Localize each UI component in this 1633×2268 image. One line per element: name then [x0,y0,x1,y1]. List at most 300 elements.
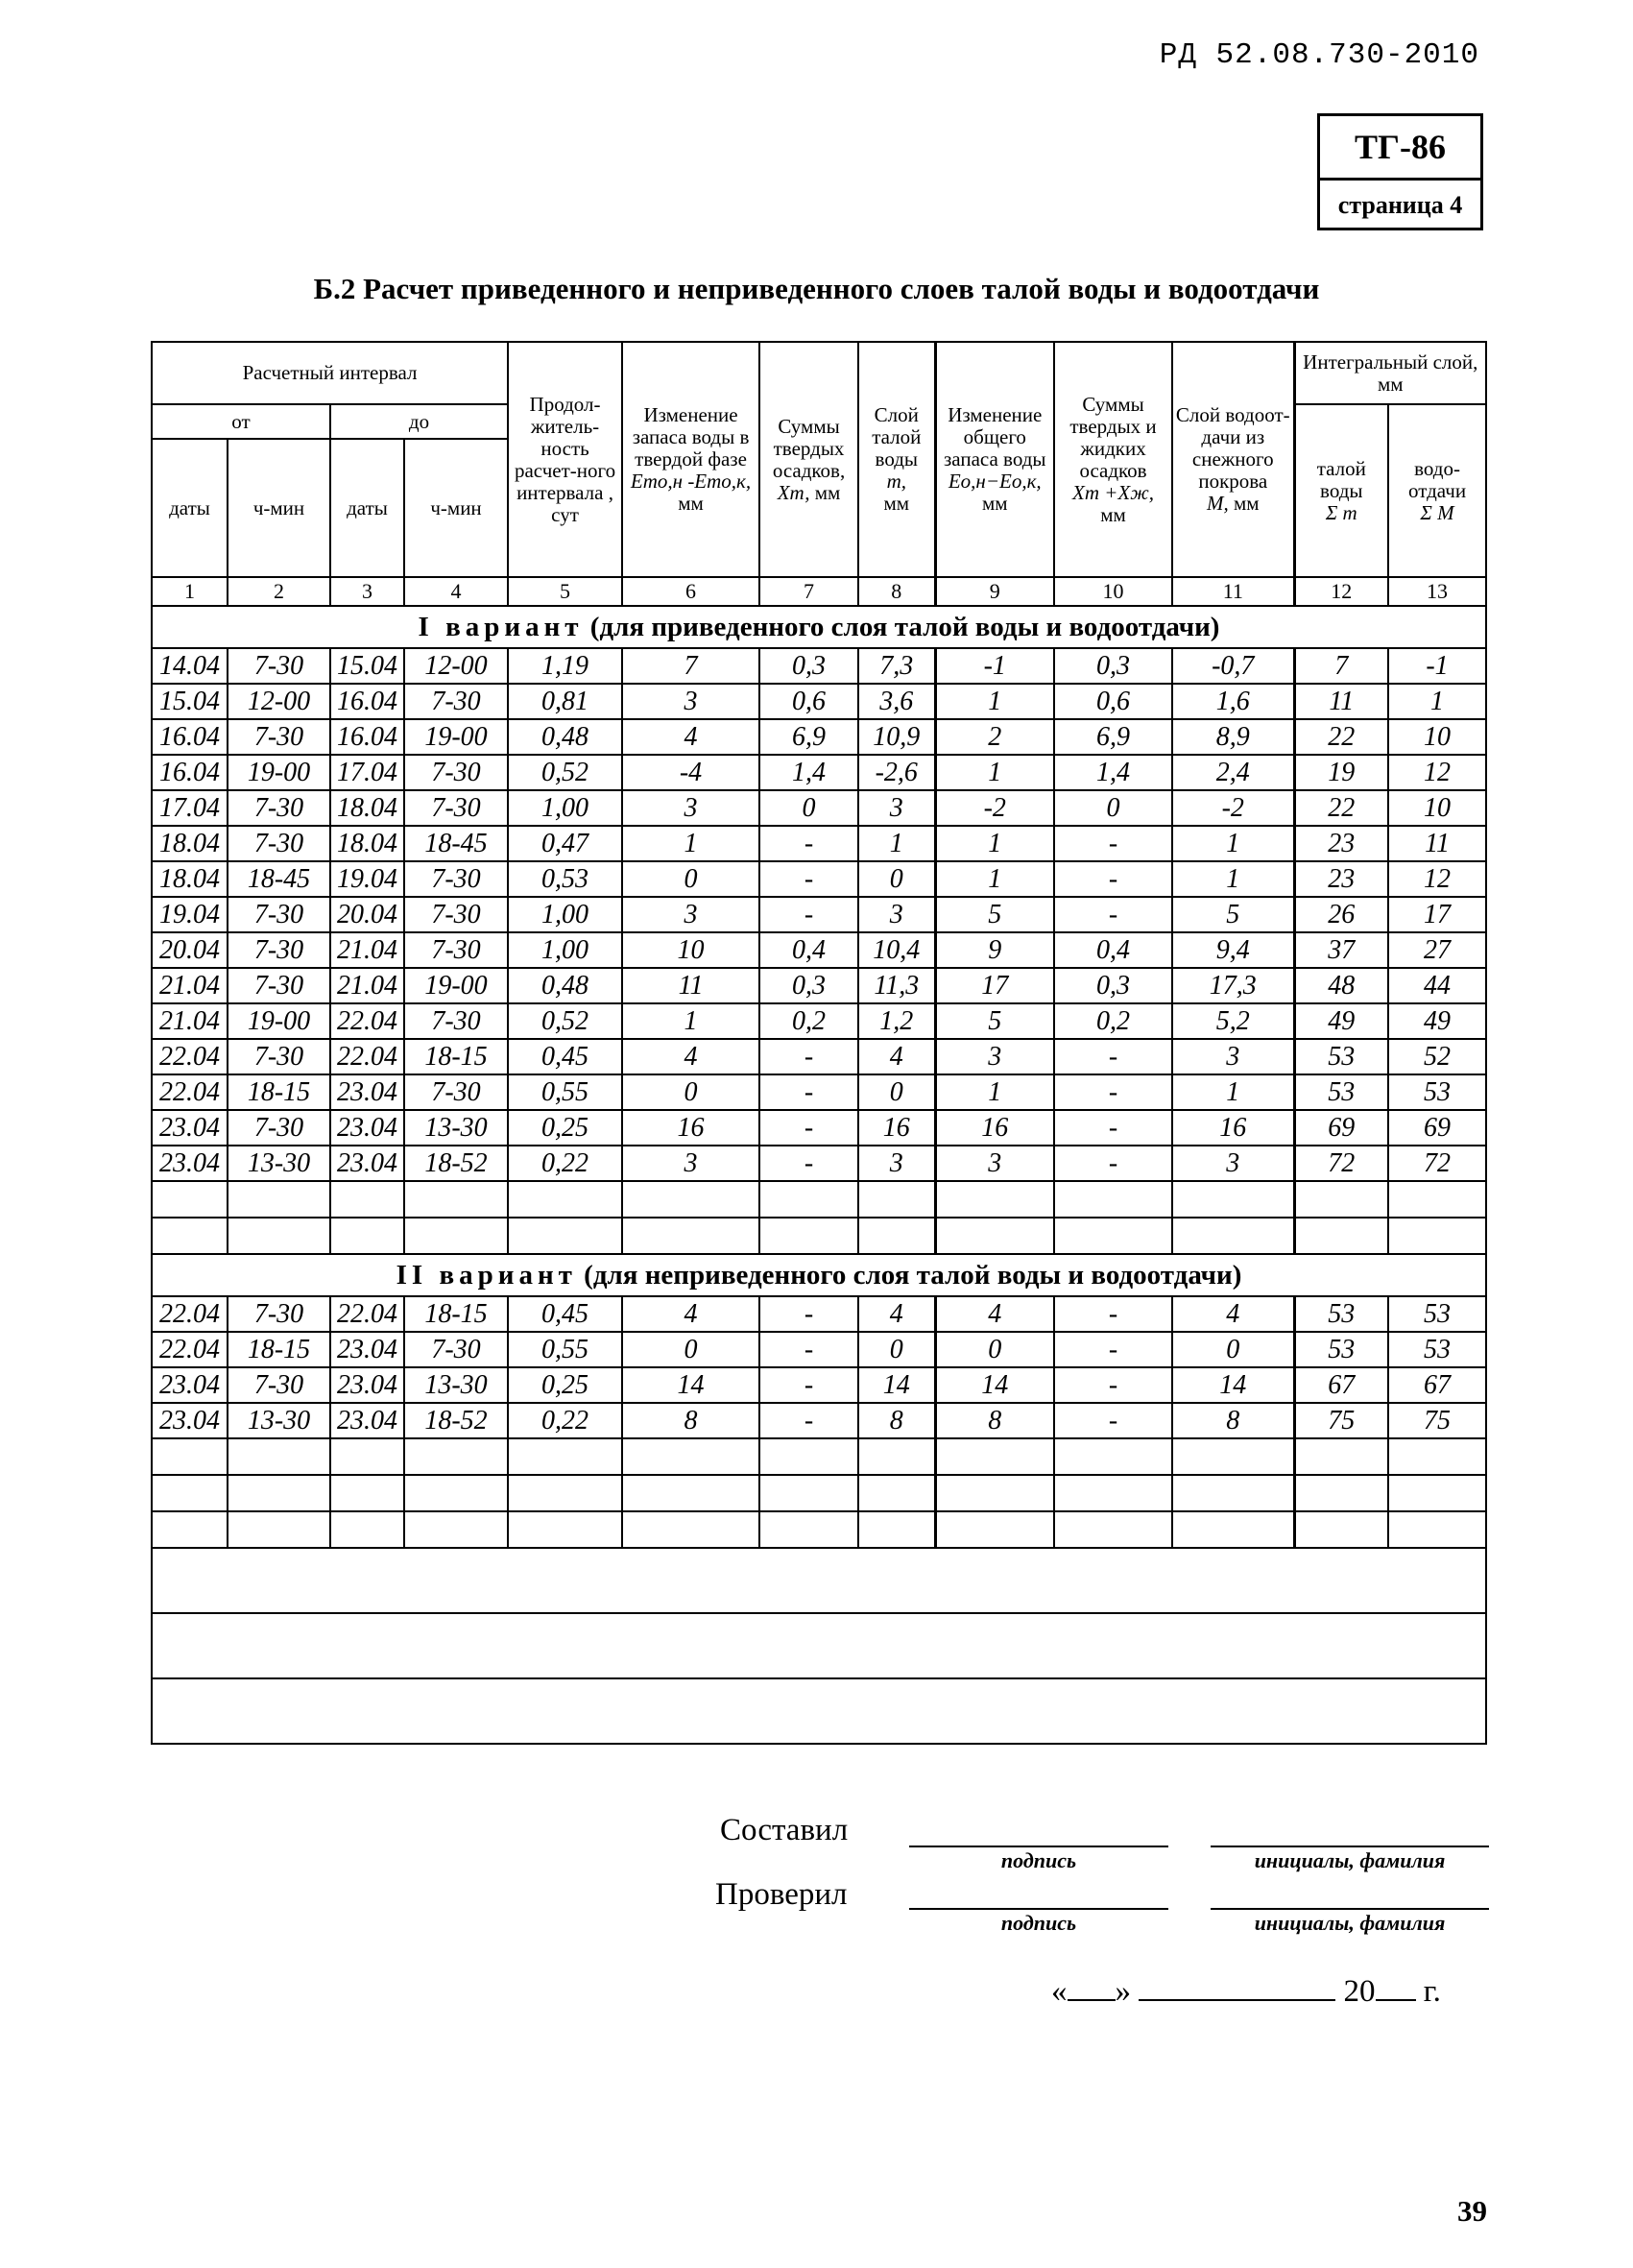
table-cell: - [759,826,858,861]
empty-cell [508,1438,622,1475]
checked-name-caption: инициалы, фамилия [1254,1911,1446,1935]
table-row [152,1403,1486,1438]
table-cell: 3 [622,790,759,826]
table-cell: 18.04 [330,790,404,826]
table-cell: 7-30 [404,932,508,968]
table-cell: 53 [1294,1332,1388,1367]
empty-cell [1054,1511,1172,1548]
table-cell: 5,2 [1172,1003,1294,1039]
table-cell: 23.04 [330,1403,404,1438]
table-cell: 7-30 [228,826,330,861]
empty-cell [935,1181,1054,1218]
table-cell: 22.04 [152,1296,228,1332]
table-cell: 3 [858,790,935,826]
table-cell: 16 [858,1110,935,1146]
table-cell: 22.04 [330,1003,404,1039]
table-cell: 15.04 [330,648,404,684]
table-cell: 1 [622,826,759,861]
table-cell: 27 [1388,932,1486,968]
table-cell: 18-52 [404,1146,508,1181]
empty-cell [1294,1438,1388,1475]
table-cell: 8 [858,1403,935,1438]
table-row [152,719,1486,755]
table-cell: 49 [1388,1003,1486,1039]
table-cell: 12-00 [404,648,508,684]
table-cell: 16.04 [330,684,404,719]
notes-cell [152,1548,1486,1613]
table-cell: 7-30 [228,1110,330,1146]
table-cell: -2 [935,790,1054,826]
table-cell: 1 [1388,684,1486,719]
table-cell: 1,19 [508,648,622,684]
table-cell: -4 [622,755,759,790]
table-cell: 22.04 [152,1039,228,1074]
table-cell: 21.04 [152,1003,228,1039]
table-row [152,648,1486,684]
compiled-name-caption: инициалы, фамилия [1254,1848,1446,1872]
empty-cell [330,1475,404,1511]
empty-table-row [152,1218,1486,1254]
empty-cell [330,1438,404,1475]
table-cell: 7-30 [228,968,330,1003]
table-cell: 19-00 [404,968,508,1003]
table-cell: 0,22 [508,1146,622,1181]
table-cell: - [1054,861,1172,897]
table-body [152,342,1486,1744]
table-cell: 0,3 [759,648,858,684]
table-cell: 7 [1294,648,1388,684]
empty-cell [1054,1218,1172,1254]
table-row [152,1074,1486,1110]
table-cell: 37 [1294,932,1388,968]
table-cell: 1,2 [858,1003,935,1039]
table-row [152,861,1486,897]
table-cell: 4 [622,719,759,755]
header-solid-liquid: Суммы твердых и жидких осадков Xт +Xж, мм [1054,342,1172,577]
table-cell: - [1054,1110,1172,1146]
table-cell: 23 [1294,861,1388,897]
header-from-time: ч-мин [228,439,330,577]
day-blank[interactable] [1068,1970,1116,2001]
column-number: 11 [1172,577,1294,606]
table-cell: 7-30 [228,719,330,755]
header-solid-precip: Суммы твердых осадков, Xт, мм [759,342,858,577]
table-cell: 19.04 [330,861,404,897]
empty-cell [858,1475,935,1511]
table-cell: 5 [1172,897,1294,932]
notes-row [152,1613,1486,1678]
table-cell: 26 [1294,897,1388,932]
table-row [152,1332,1486,1367]
section-title: Б.2 Расчет приведенного и неприведенного слоев талой воды и водоотдачи [313,272,1320,305]
table-row [152,1367,1486,1403]
table-cell: 18-15 [228,1074,330,1110]
table-row [152,1039,1486,1074]
notes-cell [152,1678,1486,1744]
table-cell: 4 [858,1039,935,1074]
table-cell: 53 [1294,1296,1388,1332]
table-cell: 12 [1388,755,1486,790]
table-cell: 3 [622,684,759,719]
table-cell: 18.04 [152,861,228,897]
empty-table-row [152,1511,1486,1548]
table-cell: 14.04 [152,648,228,684]
form-page-label: страница 4 [1337,191,1463,219]
table-cell: 7-30 [228,648,330,684]
checked-label: Проверил [715,1877,848,1912]
empty-cell [508,1511,622,1548]
table-cell: 4 [1172,1296,1294,1332]
notes-cell [152,1613,1486,1678]
table-cell: 0,45 [508,1296,622,1332]
table-cell: 7-30 [404,1332,508,1367]
table-cell: 3 [935,1039,1054,1074]
table-cell: 0,6 [759,684,858,719]
empty-table-row [152,1438,1486,1475]
table-cell: 6,9 [759,719,858,755]
table-cell: 4 [935,1296,1054,1332]
table-cell: - [1054,1403,1172,1438]
table-cell: - [759,1332,858,1367]
table-cell: 14 [935,1367,1054,1403]
empty-cell [858,1511,935,1548]
table-cell: 7-30 [228,1039,330,1074]
table-row [152,968,1486,1003]
table-cell: 11,3 [858,968,935,1003]
table-cell: 72 [1294,1146,1388,1181]
table-cell: - [759,1296,858,1332]
table-cell: 17.04 [330,755,404,790]
table-cell: 0,48 [508,968,622,1003]
column-number: 9 [935,577,1054,606]
table-cell: 7-30 [404,1003,508,1039]
column-number: 6 [622,577,759,606]
table-cell: 0 [622,1332,759,1367]
table-cell: 10 [1388,719,1486,755]
table-cell: 19-00 [228,755,330,790]
empty-cell [228,1181,330,1218]
table-cell: 14 [858,1367,935,1403]
empty-cell [404,1218,508,1254]
table-cell: 44 [1388,968,1486,1003]
table-cell: 1,00 [508,932,622,968]
table-cell: 19 [1294,755,1388,790]
empty-cell [1294,1181,1388,1218]
table-cell: 22.04 [152,1332,228,1367]
header-total-change: Изменение общего запаса воды Eо,н−Eо,к, мм [935,342,1054,577]
table-cell: 20.04 [330,897,404,932]
table-cell: 9 [935,932,1054,968]
table-row [152,1146,1486,1181]
header-int-yield: водо-отдачи Σ M [1388,404,1486,577]
table-cell: 15.04 [152,684,228,719]
table-cell: 53 [1294,1039,1388,1074]
table-cell: 22.04 [330,1296,404,1332]
empty-cell [1054,1475,1172,1511]
column-number: 12 [1294,577,1388,606]
header-from: от [152,404,330,439]
empty-cell [858,1181,935,1218]
empty-cell [152,1475,228,1511]
table-cell: 7-30 [228,1296,330,1332]
table-cell: 22 [1294,719,1388,755]
table-cell: 7-30 [404,897,508,932]
table-cell: 52 [1388,1039,1486,1074]
table-cell: - [759,897,858,932]
column-number: 2 [228,577,330,606]
table-cell: - [1054,1039,1172,1074]
empty-cell [330,1218,404,1254]
table-cell: 23.04 [330,1367,404,1403]
table-cell: 1 [935,826,1054,861]
header-yield: Слой водоот-дачи из снежного покрова M, мм [1172,342,1294,577]
table-cell: - [1054,897,1172,932]
empty-cell [152,1181,228,1218]
table-cell: 5 [935,1003,1054,1039]
empty-cell [858,1438,935,1475]
empty-cell [935,1218,1054,1254]
table-cell: 9,4 [1172,932,1294,968]
table-cell: 23.04 [152,1403,228,1438]
table-cell: 10,9 [858,719,935,755]
table-cell: -2,6 [858,755,935,790]
empty-cell [1388,1218,1486,1254]
empty-cell [622,1218,759,1254]
table-cell: 0,52 [508,1003,622,1039]
table-cell: 1,00 [508,897,622,932]
table-cell: - [1054,826,1172,861]
empty-table-row [152,1475,1486,1511]
table-cell: -1 [1388,648,1486,684]
table-cell: 75 [1294,1403,1388,1438]
table-cell: 19.04 [152,897,228,932]
table-cell: 11 [622,968,759,1003]
table-cell: 0 [935,1332,1054,1367]
table-cell: 17 [935,968,1054,1003]
table-cell: 0,4 [759,932,858,968]
table-cell: 7-30 [228,897,330,932]
table-cell: 22 [1294,790,1388,826]
table-cell: 0 [1172,1332,1294,1367]
table-cell: 0,53 [508,861,622,897]
column-number: 13 [1388,577,1486,606]
empty-cell [508,1218,622,1254]
table-cell: 23.04 [330,1110,404,1146]
table-cell: 4 [858,1296,935,1332]
table-cell: 0,55 [508,1074,622,1110]
table-cell: - [759,1403,858,1438]
table-cell: 0,45 [508,1039,622,1074]
empty-cell [1172,1438,1294,1475]
table-cell: 0,52 [508,755,622,790]
checked-signature-line[interactable] [909,1908,1168,1910]
compiled-label: Составил [720,1813,849,1847]
empty-cell [1172,1181,1294,1218]
table-cell: -2 [1172,790,1294,826]
table-cell: 3 [1172,1146,1294,1181]
table-cell: 18-15 [228,1332,330,1367]
table-cell: 22.04 [152,1074,228,1110]
table-cell: 0 [622,1074,759,1110]
table-cell: 1 [858,826,935,861]
empty-cell [935,1438,1054,1475]
empty-cell [508,1181,622,1218]
table-cell: 7-30 [404,1074,508,1110]
table-cell: 6,9 [1054,719,1172,755]
table-cell: 7 [622,648,759,684]
table-cell: 23.04 [330,1146,404,1181]
table-cell: - [759,1367,858,1403]
header-int-melt: талой воды Σ m [1294,404,1388,577]
empty-cell [622,1475,759,1511]
header-integral: Интегральный слой, мм [1294,342,1486,404]
table-cell: 4 [622,1039,759,1074]
table-cell: 7-30 [404,684,508,719]
table-cell: 5 [935,897,1054,932]
table-cell: 10 [1388,790,1486,826]
table-cell: 0 [858,1332,935,1367]
empty-cell [228,1511,330,1548]
empty-cell [1294,1475,1388,1511]
table-cell: - [759,1039,858,1074]
table-row [152,1110,1486,1146]
column-number: 5 [508,577,622,606]
table-row [152,790,1486,826]
table-cell: 23.04 [152,1367,228,1403]
column-number: 8 [858,577,935,606]
table-cell: 21.04 [330,968,404,1003]
table-cell: 69 [1294,1110,1388,1146]
table-cell: 1 [1172,1074,1294,1110]
table-cell: 16.04 [152,719,228,755]
table-cell: 0,81 [508,684,622,719]
table-row [152,897,1486,932]
header-row-1 [152,342,1486,404]
column-number: 7 [759,577,858,606]
table-cell: 0 [759,790,858,826]
table-cell: 7-30 [404,755,508,790]
empty-cell [404,1181,508,1218]
header-change-solid: Изменение запаса воды в твердой фазе Eто,н -Eто,к, мм [622,342,759,577]
table-cell: 7-30 [404,861,508,897]
document-code: РД 52.08.730-2010 [1159,38,1479,72]
table-cell: 12 [1388,861,1486,897]
table-cell: 72 [1388,1146,1486,1181]
empty-cell [152,1511,228,1548]
table-cell: 23.04 [152,1110,228,1146]
table-cell: 7-30 [228,932,330,968]
table-cell: 49 [1294,1003,1388,1039]
header-to-date: даты [330,439,404,577]
table-cell: 13-30 [228,1403,330,1438]
table-cell: 3 [858,897,935,932]
table-cell: 0,55 [508,1332,622,1367]
header-from-date: даты [152,439,228,577]
page-number: 39 [1457,2194,1487,2228]
column-number: 3 [330,577,404,606]
table-cell: - [759,861,858,897]
table-cell: 10 [622,932,759,968]
table-cell: - [759,1074,858,1110]
table-cell: 14 [622,1367,759,1403]
empty-cell [622,1181,759,1218]
table-cell: 3 [1172,1039,1294,1074]
empty-cell [330,1511,404,1548]
year-blank[interactable] [1376,1970,1416,2001]
table-row [152,826,1486,861]
empty-cell [404,1511,508,1548]
table-cell: 1,6 [1172,684,1294,719]
compiled-signature-line[interactable] [909,1846,1168,1847]
empty-cell [228,1438,330,1475]
empty-cell [152,1218,228,1254]
empty-cell [508,1475,622,1511]
table-cell: 10,4 [858,932,935,968]
table-cell: 16.04 [330,719,404,755]
form-code: ТГ-86 [1320,116,1480,181]
table-cell: 18.04 [152,826,228,861]
table-row [152,1296,1486,1332]
table-cell: - [759,1110,858,1146]
empty-table-row [152,1181,1486,1218]
table-cell: 18-45 [404,826,508,861]
empty-cell [622,1438,759,1475]
column-number: 4 [404,577,508,606]
empty-cell [935,1475,1054,1511]
checked-signature-caption: подпись [1000,1911,1077,1935]
table-cell: 53 [1294,1074,1388,1110]
table-cell: 20.04 [152,932,228,968]
table-cell: 14 [1172,1367,1294,1403]
table-cell: 16 [622,1110,759,1146]
table-cell: 1,4 [1054,755,1172,790]
table-cell: 0,25 [508,1367,622,1403]
notes-row [152,1548,1486,1613]
table-cell: 17 [1388,897,1486,932]
table-cell: 1 [935,861,1054,897]
column-number: 1 [152,577,228,606]
table-cell: 23.04 [330,1332,404,1367]
table-cell: 0,2 [759,1003,858,1039]
empty-cell [759,1511,858,1548]
table-cell: - [759,1146,858,1181]
table-cell: 17,3 [1172,968,1294,1003]
table-cell: 1 [935,755,1054,790]
header-to: до [330,404,508,439]
form-code-box [1317,113,1483,230]
notes-row [152,1678,1486,1744]
variant-2-heading: II вариант (для неприведенного слоя талой воды и водоотдачи) [152,1254,1486,1296]
table-cell: - [1054,1367,1172,1403]
table-cell: 7-30 [404,790,508,826]
table-cell: 2,4 [1172,755,1294,790]
header-interval: Расчетный интервал [152,342,508,404]
compiled-name-line[interactable] [1211,1846,1489,1847]
table-cell: - [1054,1332,1172,1367]
table-cell: 16.04 [152,755,228,790]
empty-cell [858,1218,935,1254]
table-cell: 4 [622,1296,759,1332]
table-cell: 16 [935,1110,1054,1146]
table-cell: 0,25 [508,1110,622,1146]
month-blank[interactable] [1139,1970,1335,2001]
table-cell: 8,9 [1172,719,1294,755]
checked-name-line[interactable] [1211,1908,1489,1910]
date-line: « » 20 г. [1051,1970,1441,2010]
empty-cell [152,1438,228,1475]
table-cell: 1 [1172,826,1294,861]
table-cell: 17.04 [152,790,228,826]
